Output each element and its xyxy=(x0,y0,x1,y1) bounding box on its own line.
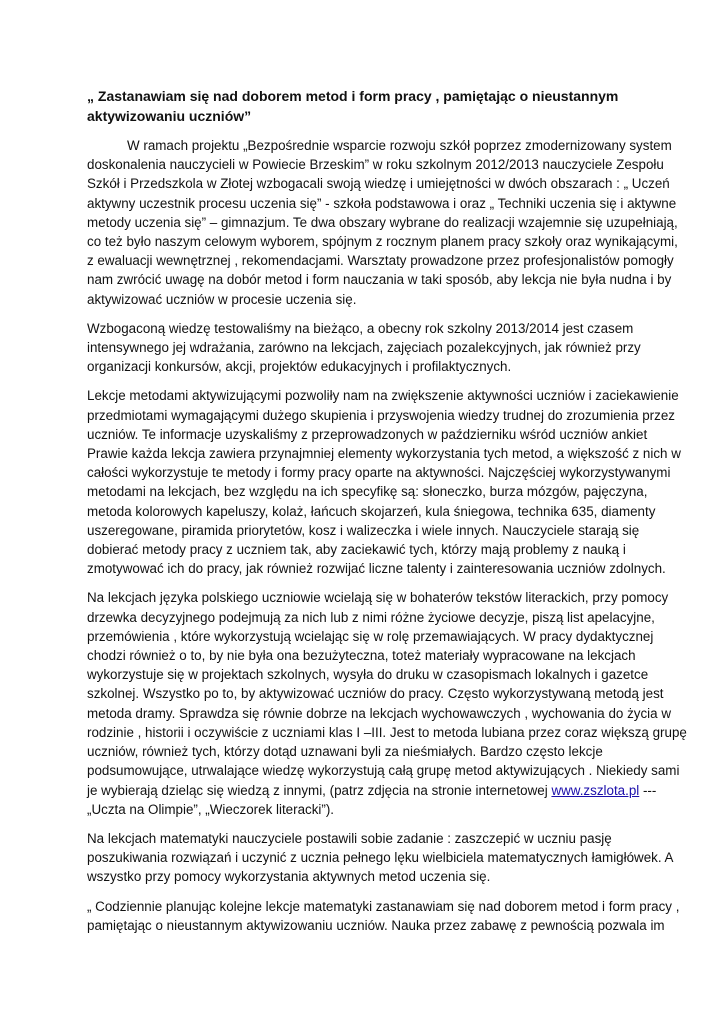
text-line: wszystko przy pomocy wykorzystania aktywnych metod uczenia się. xyxy=(87,869,491,885)
text-line: całości wykorzystuje te metody i formy pracy oparte na aktywności. Najczęściej wykorzystywanymi xyxy=(87,465,671,481)
paragraph-active-methods xyxy=(87,386,681,578)
paragraph-knowledge-testing xyxy=(87,319,641,377)
text-line: uszeregowane, piramida priorytetów, kosz i walizeczka i wiele innych. Nauczyciele starają się xyxy=(87,522,640,538)
text-line: doskonalenia nauczycieli w Powiecie Brzeskim” w roku szkolnym 2012/2013 nauczyciele Zespołu xyxy=(87,157,664,173)
text-line: intensywnego jej wdrażania, zarówno na lekcjach, zajęciach pozalekcyjnych, jak również przy xyxy=(87,340,641,356)
text-line: Wzbogaconą wiedzę testowaliśmy na bieżąco, a obecny rok szkolny 2013/2014 jest czasem xyxy=(87,320,634,336)
paragraph-math-lessons xyxy=(87,829,674,887)
document-page xyxy=(87,86,687,945)
text-line: Szkół i Przedszkola w Złotej wzbogacali swoją wiedzę i umiejętności w dwóch obszarach : „ Uczeń xyxy=(87,176,670,192)
text-line: co też było naszym celowym wyborem, spójnym z rocznym planem pracy szkoły oraz wynikającymi, xyxy=(87,234,678,250)
text-line: „Uczta na Olimpie”, „Wieczorek literacki”). xyxy=(87,801,335,817)
text-line: przemówienia , które wykorzystują wcielając się w rolę przemawiających. W pracy dydaktycznej xyxy=(87,628,654,644)
text-line: uczniów, również tych, którzy dotąd uznawani byli za nieśmiałych. Bardzo często lekcje xyxy=(87,744,603,760)
text-line: „ Codziennie planując kolejne lekcje matematyki zastanawiam się nad doborem metod i form pracy , xyxy=(87,898,680,914)
text-line: drzewka decyzyjnego podejmują za nich lub z nimi różne życiowe decyzje, piszą list apelacyjne, xyxy=(87,609,655,625)
paragraph-math-quote xyxy=(87,897,680,935)
text-line: W ramach projektu „Bezpośrednie wsparcie rozwoju szkół poprzez zmodernizowany system xyxy=(127,138,672,153)
link-line-prefix: je wybierają dzieląc się wiedzą z innymi, (patrz zdjęcia na stronie internetowej xyxy=(87,782,552,798)
text-line: aktywizować uczniów w procesie uczenia się. xyxy=(87,291,357,307)
paragraph-polish-lessons xyxy=(87,588,687,818)
title-line: „ Zastanawiam się nad doborem metod i form pracy , pamiętając o nieustannym xyxy=(87,88,619,104)
text-line: pamiętając o nieustannym aktywizowaniu uczniów. Nauka przez zabawę z pewnością pozwala im xyxy=(87,917,665,933)
text-line: Lekcje metodami aktywizującymi pozwoliły nam na zwiększenie aktywności uczniów i zaciekawienie xyxy=(87,388,679,404)
text-line: poszukiwania rozwiązań i uczynić z ucznia pełnego lęku wielbiciela matematycznych łamigłówek. A xyxy=(87,850,674,866)
text-line: Prawie każda lekcja zawiera przynajmniej elementy wykorzystania tych metod, a większość z nich w xyxy=(87,446,681,462)
text-line: metody uczenia się” – gimnazjum. Te dwa obszary wybrane do realizacji wzajemnie się uzupełniają, xyxy=(87,214,678,230)
text-line: z ewaluacji wewnętrznej , rekomendacjami. Warsztaty prowadzone przez profesjonalistów pomogły xyxy=(87,253,674,269)
title-line: aktywizowaniu uczniów” xyxy=(87,108,252,124)
text-line: dobierać metody pracy z uczniem tak, aby zaciekawić tych, którzy mają problemy z nauką i xyxy=(87,542,626,558)
text-line: przedmiotami wymagającymi dużego skupienia i przyswojenia wiedzy trudnej do zrozumienia przez xyxy=(87,407,675,423)
text-line: zmotywować ich do pracy, jak również rozwijać liczne talenty i zainteresowania uczniów zdolnych. xyxy=(87,561,666,577)
text-line-with-link xyxy=(87,781,657,800)
document-title xyxy=(87,86,637,126)
text-line: szkolnej. Wszystko po to, by aktywizować uczniów do pracy. Często wykorzystywaną metodą jest xyxy=(87,686,664,702)
text-line: nam zwrócić uwagę na dobór metod i form nauczania w taki sposób, aby lekcja nie była nudna i by xyxy=(87,272,672,288)
link-line-suffix: --- xyxy=(639,782,657,798)
school-website-link[interactable]: www.zszlota.pl xyxy=(551,782,640,798)
text-line: Na lekcjach języka polskiego uczniowie wcielają się w bohaterów tekstów literackich, przy pomocy xyxy=(87,590,669,606)
text-line: chodzi również o to, by nie była ona bezużyteczna, toteż materiały wypracowane na lekcjach xyxy=(87,648,636,664)
text-line: podsumowujące, utrwalające wiedzę wykorzystują całą grupę metod aktywizujących . Niekiedy sami xyxy=(87,763,680,779)
text-line: organizacji konkursów, akcji, projektów edukacyjnych i profilaktycznych. xyxy=(87,359,512,375)
text-line: metoda dramy. Sprawdza się równie dobrze na lekcjach wychowawczych , wychowania do życia w xyxy=(87,705,671,721)
text-line: Na lekcjach matematyki nauczyciele postawili sobie zadanie : zaszczepić w uczniu pasję xyxy=(87,830,612,846)
text-line: rodzinie , historii i oczywiście z uczniami klas I –III. Jest to metoda lubiana przez coraz większą grupę xyxy=(87,724,687,740)
text-line: wykorzystuje się w projektach szkolnych, wysyła do druku w czasopismach lokalnych i gazetce xyxy=(87,667,649,683)
paragraph-project-intro xyxy=(87,136,678,309)
text-line: uczniów. Te informacje uzyskaliśmy z przeprowadzonych w październiku wśród uczniów ankiet xyxy=(87,426,648,442)
text-line: metoda kolorowych kapeluszy, kolaż, łańcuch skojarzeń, kula śniegowa, technika 635, diamenty xyxy=(87,503,656,519)
text-line: aktywny uczestnik procesu uczenia się” - szkoła podstawowa i oraz „ Techniki uczenia się i aktywne xyxy=(87,195,677,211)
text-line: metodami na lekcjach, bez względu na ich specyfikę są: słoneczko, burza mózgów, pajęczyna, xyxy=(87,484,648,500)
